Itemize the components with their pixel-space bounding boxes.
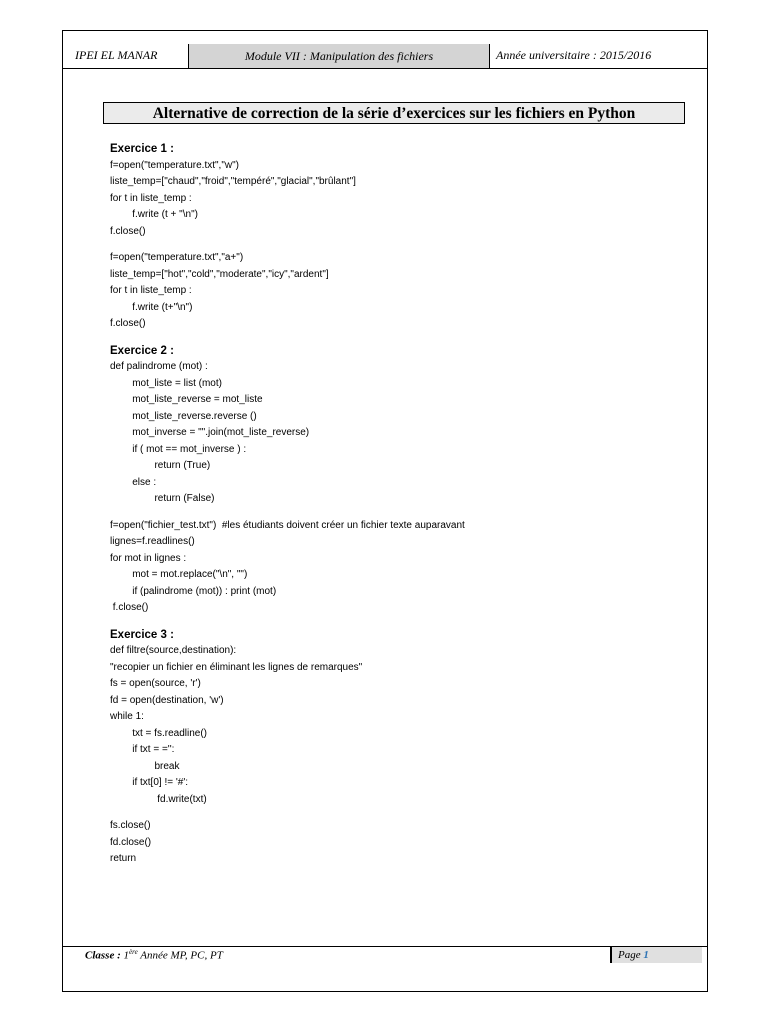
header-module: Module VII : Manipulation des fichiers	[188, 44, 490, 68]
code-line: if ( mot == mot_inverse ) :	[110, 443, 247, 455]
code-line: txt = fs.readline()	[110, 727, 207, 739]
header-institution: IPEI EL MANAR	[75, 48, 158, 62]
code-line: for mot in lignes :	[110, 552, 187, 564]
document-body	[110, 141, 670, 868]
footer-class-rest: Année MP, PC, PT	[137, 949, 223, 962]
footer-page	[610, 947, 702, 963]
code-line: while 1:	[110, 711, 144, 722]
code-line: else :	[110, 476, 157, 488]
code-line: fd.close()	[110, 836, 152, 848]
code-line: if (palindrome (mot)) : print (mot)	[110, 585, 277, 597]
code-line: for t in liste_temp :	[110, 192, 192, 204]
code-line: if txt[0] != '#':	[110, 777, 189, 788]
code-line: mot_inverse = "".join(mot_liste_reverse)	[110, 427, 310, 438]
code-line: return (True)	[110, 460, 211, 471]
code-line: f.write (t+"\n")	[110, 301, 193, 313]
code-line: f=open("temperature.txt","a+")	[110, 252, 244, 263]
footer-class-prefix: 1	[123, 949, 129, 962]
code-line: def filtre(source,destination):	[110, 645, 237, 656]
code-line: liste_temp=["chaud","froid","tempéré","glacial","brûlant"]	[110, 176, 356, 187]
code-line	[110, 508, 670, 518]
page-header	[63, 44, 707, 68]
code-line	[110, 240, 670, 250]
code-line: lignes=f.readlines()	[110, 536, 195, 547]
exercise-1-heading: Exercice 1 :	[110, 143, 174, 155]
header-academic-year: Année universitaire : 2015/2016	[496, 48, 652, 62]
code-line: f=open("temperature.txt","w")	[110, 159, 239, 171]
code-line: mot_liste_reverse = mot_liste	[110, 394, 263, 405]
code-line: return	[110, 853, 137, 864]
code-line: f.close()	[110, 318, 146, 329]
code-line: liste_temp=["hot","cold","moderate","icy","ardent"]	[110, 268, 329, 280]
code-line: def palindrome (mot) :	[110, 361, 208, 372]
code-line: fs = open(source, 'r')	[110, 678, 201, 689]
code-line: f=open("fichier_test.txt") #les étudiants doivent créer un fichier texte auparavant	[110, 519, 465, 531]
code-line: fd.write(txt)	[110, 793, 207, 805]
code-line: f.write (t + "\n")	[110, 209, 198, 220]
footer-page-number: 1	[643, 949, 649, 961]
footer-class-sup: ère	[129, 948, 138, 956]
code-line: break	[110, 760, 180, 772]
code-line: f.close()	[110, 225, 146, 237]
code-line: mot_liste_reverse.reverse ()	[110, 410, 257, 422]
footer-class	[85, 948, 223, 962]
exercise-2-heading: Exercice 2 :	[110, 344, 174, 357]
code-line	[110, 808, 670, 818]
document-title: Alternative de correction de la série d’exercices sur les fichiers en Python	[103, 102, 685, 124]
footer-class-label: Classe :	[85, 949, 121, 962]
header-divider	[63, 68, 707, 69]
code-line: for t in liste_temp :	[110, 285, 192, 296]
code-line: f.close()	[110, 602, 149, 613]
code-line: mot_liste = list (mot)	[110, 377, 222, 389]
footer-page-label: Page	[618, 949, 644, 961]
code-line: mot = mot.replace("\n", "")	[110, 569, 248, 580]
code-line: fs.close()	[110, 820, 151, 831]
code-line: "recopier un fichier en éliminant les lignes de remarques"	[110, 661, 363, 673]
exercise-2-code	[110, 359, 670, 617]
code-line: return (False)	[110, 493, 215, 504]
code-line: fd = open(destination, 'w')	[110, 694, 224, 706]
exercise-1-code	[110, 158, 670, 333]
code-line: if txt = ='':	[110, 744, 175, 755]
exercise-3-heading: Exercice 3 :	[110, 628, 174, 641]
exercise-3-code	[110, 643, 670, 868]
